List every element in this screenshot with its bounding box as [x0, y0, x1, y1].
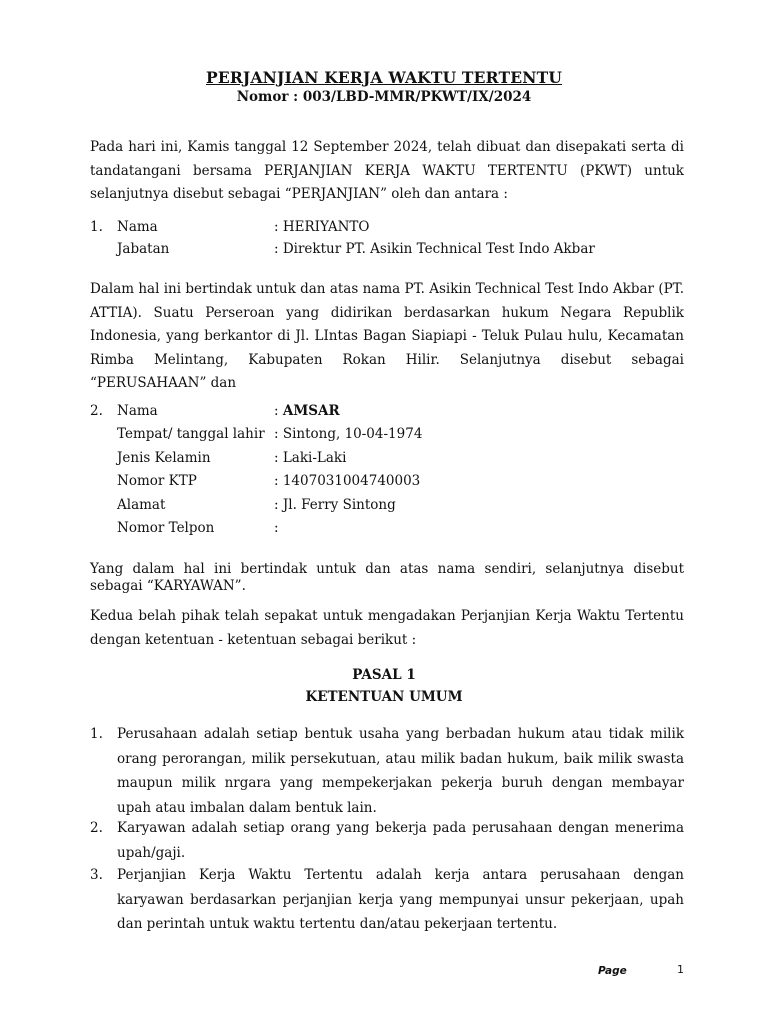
party2-phone-label: Nomor Telpon	[117, 520, 215, 536]
party1-position-label: Jabatan	[117, 241, 170, 257]
party2-address-value: : Jl. Ferry Sintong	[274, 497, 396, 513]
footer-page-label: Page	[598, 965, 627, 977]
list-item-text: Karyawan adalah setiap orang yang bekerja pada perusahaan dengan menerima upah/gaji.	[117, 820, 684, 861]
party2-ktp-value: : 1407031004740003	[274, 473, 421, 489]
party1-name-value: : HERIYANTO	[274, 219, 370, 235]
party1-position-value: : Direktur PT. Asikin Technical Test Indo Akbar	[274, 241, 595, 257]
party2-gender-value: : Laki-Laki	[274, 450, 347, 466]
party1-number: 1.	[90, 219, 103, 235]
document-title: PERJANJIAN KERJA WAKTU TERTENTU	[205, 68, 563, 87]
pasal-subheading: KETENTUAN UMUM	[305, 689, 463, 705]
party2-name-colon: :	[274, 403, 279, 419]
party1-description: Dalam hal ini bertindak untuk dan atas nama PT. Asikin Technical Test Indo Akbar (PT. ATTIA). Suatu Perseroan yang didirikan berdasarkan hukum Negara Republik Indonesia, yang berkantor di Jl. LIntas Bagan Siapiapi - Teluk Pulau hulu, Kecamatan Rimba Melintang, Kabupaten Rokan Hilir. Selanjutnya disebut sebagai “PERUSAHAAN” dan	[90, 281, 684, 391]
party2-name-value-wrap	[274, 400, 340, 422]
list-item-text: Perjanjian Kerja Waktu Tertentu adalah kerja antara perusahaan dengan karyawan berdasarkan perjanjian kerja yang mempunyai unsur pekerjaan, upah dan perintah untuk waktu tertentu dan/atau pekerjaan tertentu.	[117, 867, 684, 932]
agreement-paragraph: Kedua belah pihak telah sepakat untuk mengadakan Perjanjian Kerja Waktu Tertentu dengan ketentuan - ketentuan sebagai berikut :	[90, 608, 684, 648]
party2-gender-label: Jenis Kelamin	[117, 450, 211, 466]
party2-birth-label: Tempat/ tanggal lahir	[117, 426, 265, 442]
intro-paragraph: Pada hari ini, Kamis tanggal 12 September 2024, telah dibuat dan disepakati serta di tandatangani bersama PERJANJIAN KERJA WAKTU TERTENTU (PKWT) untuk selanjutnya disebut sebagai “PERJANJIAN” oleh dan antara :	[90, 139, 684, 202]
party2-gender-row	[0, 447, 768, 469]
party1-position-row	[0, 238, 768, 260]
party2-address-label: Alamat	[117, 497, 166, 513]
party2-birth-value: : Sintong, 10-04-1974	[274, 426, 423, 442]
party2-number: 2.	[90, 403, 103, 419]
party2-phone-row	[0, 517, 768, 539]
list-item-text: Perusahaan adalah setiap bentuk usaha yang berbadan hukum atau tidak milik orang perorangan, milik persekutuan, atau milik badan hukum, baik milik swasta maupun milik nrgara yang mempekerjakan pekerja buruh dengan membayar upah atau imbalan dalam bentuk lain.	[117, 726, 684, 816]
party2-address-row	[0, 494, 768, 516]
party1-name-row	[0, 216, 768, 238]
party2-name-value: AMSAR	[282, 403, 340, 419]
pasal-heading: PASAL 1	[352, 667, 416, 683]
party2-ktp-label: Nomor KTP	[117, 473, 197, 489]
document-number: Nomor : 003/LBD-MMR/PKWT/IX/2024	[236, 89, 532, 105]
party2-phone-value: :	[274, 520, 279, 536]
party2-name-row	[0, 400, 768, 422]
footer-page-number: 1	[677, 963, 684, 976]
party2-ktp-row	[0, 470, 768, 492]
party2-description: Yang dalam hal ini bertindak untuk dan atas nama sendiri, selanjutnya disebut sebagai “KARYAWAN”.	[90, 561, 684, 594]
list-item-number: 2.	[90, 820, 103, 836]
party1-name-label: Nama	[117, 219, 158, 235]
list-item-number: 3.	[90, 867, 103, 883]
party2-birth-row	[0, 423, 768, 445]
party2-name-label: Nama	[117, 403, 158, 419]
list-item-number: 1.	[90, 726, 103, 742]
